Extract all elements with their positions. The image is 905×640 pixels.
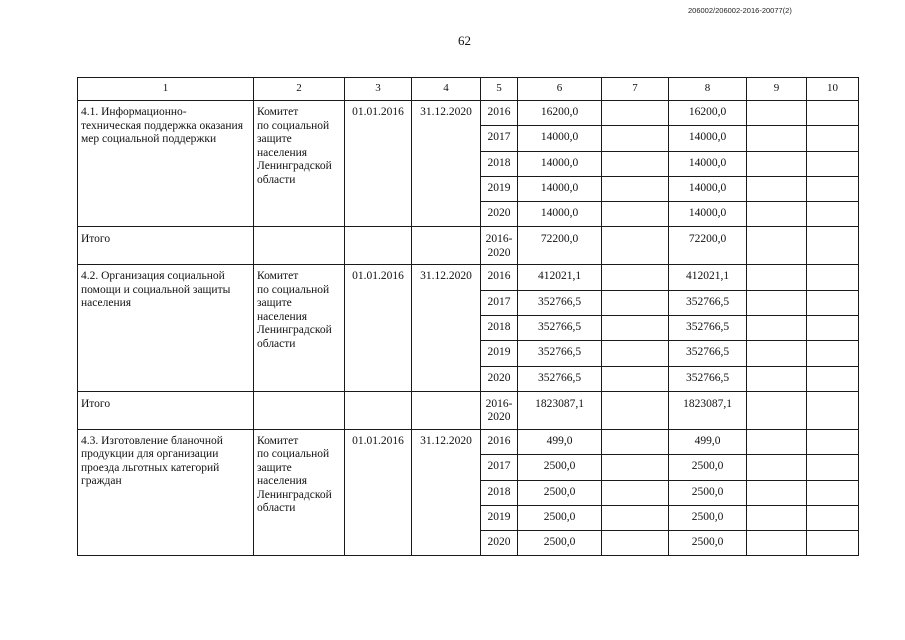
year-cell: 2017 — [481, 290, 518, 315]
empty-cell — [254, 391, 345, 429]
end-date-cell: 31.12.2020 — [412, 101, 481, 227]
year-cell: 2018 — [481, 480, 518, 505]
empty-cell — [807, 265, 859, 290]
empty-cell — [747, 341, 807, 366]
col6-value-cell: 16200,0 — [518, 101, 602, 126]
page-number: 62 — [458, 33, 471, 48]
col6-value-cell: 2500,0 — [518, 505, 602, 530]
year-cell: 2017 — [481, 126, 518, 151]
col6-value-cell: 352766,5 — [518, 290, 602, 315]
empty-cell — [807, 366, 859, 391]
col8-value-cell: 352766,5 — [669, 316, 747, 341]
col8-value-cell: 14000,0 — [669, 176, 747, 201]
year-cell: 2016 — [481, 265, 518, 290]
col8-value-cell: 14000,0 — [669, 151, 747, 176]
col8-value-cell: 2500,0 — [669, 505, 747, 530]
executor-cell: Комитет по социальной защите населения Ленинградской области — [254, 429, 345, 555]
header-row — [78, 78, 859, 101]
col8-value-cell: 2500,0 — [669, 531, 747, 556]
total-period-cell: 2016- 2020 — [481, 227, 518, 265]
executor-cell: Комитет по социальной защите населения Ленинградской области — [254, 265, 345, 391]
col8-value-cell: 412021,1 — [669, 265, 747, 290]
end-date-cell: 31.12.2020 — [412, 265, 481, 391]
year-cell: 2020 — [481, 202, 518, 227]
empty-cell — [747, 101, 807, 126]
empty-cell — [254, 227, 345, 265]
empty-cell — [747, 391, 807, 429]
column-header: 10 — [807, 78, 859, 101]
column-header: 1 — [78, 78, 254, 101]
empty-cell — [807, 391, 859, 429]
col8-value-cell: 16200,0 — [669, 101, 747, 126]
empty-cell — [602, 366, 669, 391]
empty-cell — [602, 455, 669, 480]
column-header: 2 — [254, 78, 345, 101]
col8-value-cell: 2500,0 — [669, 480, 747, 505]
empty-cell — [747, 455, 807, 480]
empty-cell — [747, 316, 807, 341]
total-col6-cell: 72200,0 — [518, 227, 602, 265]
year-cell: 2018 — [481, 316, 518, 341]
empty-cell — [807, 101, 859, 126]
measure-name-cell: 4.2. Организация социальной помощи и социальной защиты населения — [78, 265, 254, 391]
empty-cell — [345, 391, 412, 429]
measure-name-cell: 4.3. Изготовление бланочной продукции для организации проезда льготных категорий граждан — [78, 429, 254, 555]
empty-cell — [747, 531, 807, 556]
column-header: 6 — [518, 78, 602, 101]
col6-value-cell: 14000,0 — [518, 176, 602, 201]
col8-value-cell: 352766,5 — [669, 290, 747, 315]
empty-cell — [807, 151, 859, 176]
measure-name-cell: 4.1. Информационно- техническая поддержка оказания мер социальной поддержки — [78, 101, 254, 227]
program-table — [77, 77, 859, 556]
empty-cell — [747, 429, 807, 454]
empty-cell — [602, 126, 669, 151]
year-cell: 2020 — [481, 531, 518, 556]
year-cell: 2019 — [481, 505, 518, 530]
empty-cell — [602, 265, 669, 290]
col8-value-cell: 352766,5 — [669, 341, 747, 366]
col6-value-cell: 352766,5 — [518, 316, 602, 341]
total-label-cell: Итого — [78, 227, 254, 265]
empty-cell — [807, 176, 859, 201]
col6-value-cell: 2500,0 — [518, 455, 602, 480]
document-id: 206002/206002-2016-20077(2) — [688, 6, 792, 15]
col6-value-cell: 14000,0 — [518, 151, 602, 176]
empty-cell — [602, 531, 669, 556]
empty-cell — [747, 227, 807, 265]
year-cell: 2017 — [481, 455, 518, 480]
empty-cell — [602, 316, 669, 341]
empty-cell — [807, 341, 859, 366]
column-header: 3 — [345, 78, 412, 101]
col6-value-cell: 14000,0 — [518, 126, 602, 151]
empty-cell — [747, 480, 807, 505]
empty-cell — [602, 290, 669, 315]
table-row — [78, 429, 859, 454]
table-row — [78, 101, 859, 126]
year-cell: 2020 — [481, 366, 518, 391]
empty-cell — [747, 151, 807, 176]
col8-value-cell: 352766,5 — [669, 366, 747, 391]
total-col8-cell: 1823087,1 — [669, 391, 747, 429]
empty-cell — [602, 202, 669, 227]
empty-cell — [807, 316, 859, 341]
total-label-cell: Итого — [78, 391, 254, 429]
start-date-cell: 01.01.2016 — [345, 101, 412, 227]
total-period-cell: 2016- 2020 — [481, 391, 518, 429]
year-cell: 2019 — [481, 176, 518, 201]
empty-cell — [602, 101, 669, 126]
empty-cell — [807, 505, 859, 530]
col8-value-cell: 14000,0 — [669, 202, 747, 227]
start-date-cell: 01.01.2016 — [345, 265, 412, 391]
col6-value-cell: 2500,0 — [518, 531, 602, 556]
empty-cell — [602, 391, 669, 429]
empty-cell — [412, 391, 481, 429]
empty-cell — [807, 531, 859, 556]
col6-value-cell: 2500,0 — [518, 480, 602, 505]
empty-cell — [807, 429, 859, 454]
year-cell: 2019 — [481, 341, 518, 366]
empty-cell — [412, 227, 481, 265]
empty-cell — [345, 227, 412, 265]
empty-cell — [747, 176, 807, 201]
empty-cell — [807, 455, 859, 480]
col6-value-cell: 412021,1 — [518, 265, 602, 290]
col8-value-cell: 499,0 — [669, 429, 747, 454]
table-row — [78, 265, 859, 290]
total-row — [78, 227, 859, 265]
empty-cell — [602, 176, 669, 201]
col8-value-cell: 14000,0 — [669, 126, 747, 151]
column-header: 9 — [747, 78, 807, 101]
empty-cell — [747, 265, 807, 290]
empty-cell — [807, 202, 859, 227]
col6-value-cell: 352766,5 — [518, 366, 602, 391]
empty-cell — [807, 480, 859, 505]
empty-cell — [747, 202, 807, 227]
empty-cell — [602, 480, 669, 505]
empty-cell — [807, 126, 859, 151]
year-cell: 2016 — [481, 429, 518, 454]
col6-value-cell: 499,0 — [518, 429, 602, 454]
column-header: 7 — [602, 78, 669, 101]
col8-value-cell: 2500,0 — [669, 455, 747, 480]
empty-cell — [747, 126, 807, 151]
total-row — [78, 391, 859, 429]
executor-cell: Комитет по социальной защите населения Ленинградской области — [254, 101, 345, 227]
col6-value-cell: 352766,5 — [518, 341, 602, 366]
empty-cell — [747, 366, 807, 391]
start-date-cell: 01.01.2016 — [345, 429, 412, 555]
column-header: 5 — [481, 78, 518, 101]
empty-cell — [602, 505, 669, 530]
empty-cell — [602, 341, 669, 366]
year-cell: 2018 — [481, 151, 518, 176]
empty-cell — [747, 505, 807, 530]
empty-cell — [602, 151, 669, 176]
empty-cell — [602, 429, 669, 454]
empty-cell — [602, 227, 669, 265]
year-cell: 2016 — [481, 101, 518, 126]
total-col8-cell: 72200,0 — [669, 227, 747, 265]
col6-value-cell: 14000,0 — [518, 202, 602, 227]
empty-cell — [747, 290, 807, 315]
end-date-cell: 31.12.2020 — [412, 429, 481, 555]
column-header: 4 — [412, 78, 481, 101]
empty-cell — [807, 227, 859, 265]
empty-cell — [807, 290, 859, 315]
column-header: 8 — [669, 78, 747, 101]
total-col6-cell: 1823087,1 — [518, 391, 602, 429]
